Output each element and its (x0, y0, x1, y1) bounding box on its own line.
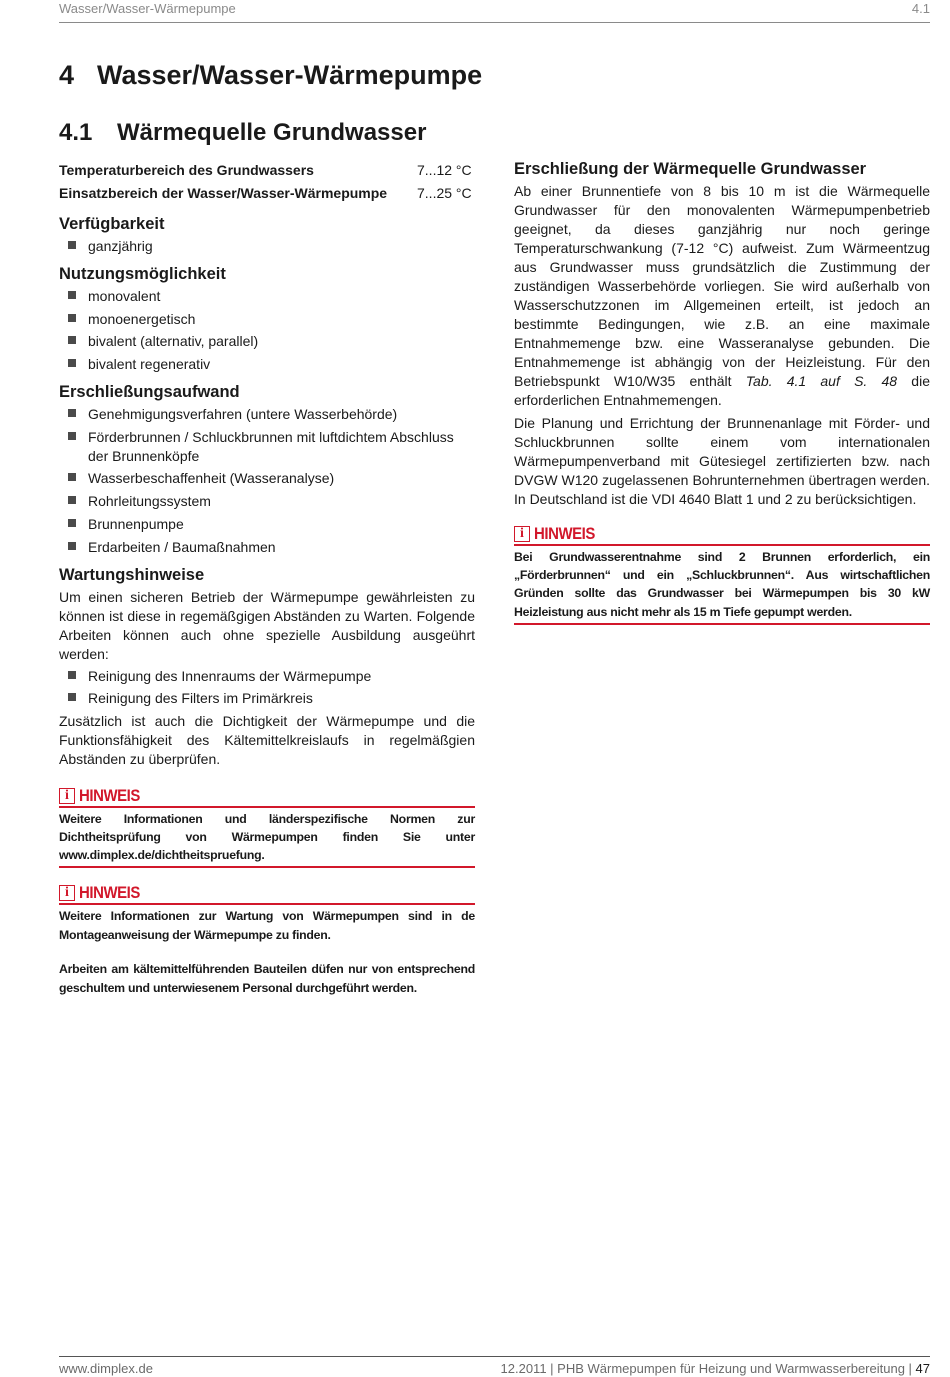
effort-heading: Erschließungsaufwand (59, 383, 240, 402)
bullet-square-icon (68, 336, 76, 344)
list-item: monoenergetisch (59, 310, 475, 329)
usage-heading: Nutzungsmöglichkeit (59, 265, 226, 283)
bullet-square-icon (68, 693, 76, 701)
note-label: HINWEIS (79, 883, 140, 903)
temp-range-value: 7...12 °C (417, 162, 472, 178)
list-item: Rohrleitungssystem (59, 492, 475, 511)
header-title: Wasser/Wasser-Wärmepumpe (59, 1, 236, 16)
right-column (514, 160, 930, 625)
list-item: monovalent (59, 287, 475, 306)
bullet-square-icon (68, 359, 76, 367)
list-item: Reinigung des Innenraums der Wärmepumpe (59, 667, 475, 686)
operating-range-value: 7...25 °C (417, 185, 472, 201)
note-header (59, 883, 475, 905)
list-item: Förderbrunnen / Schluckbrunnen mit luftdichtem Abschluss der Brunnenköpfe (59, 428, 475, 466)
note-header (514, 524, 930, 546)
bullet-square-icon (68, 473, 76, 481)
section-number: 4.1 (59, 119, 93, 146)
bullet-square-icon (68, 409, 76, 417)
list-item: Brunnenpumpe (59, 515, 475, 534)
availability-list (59, 237, 475, 256)
note-header (59, 786, 475, 808)
footer-publication (501, 1361, 930, 1376)
temp-range-row (59, 160, 475, 183)
chapter-title (59, 60, 482, 91)
note-text: Bei Grundwasserentnahme sind 2 Brunnen erforderlich, ein „Förderbrunnen“ und ein „Schluckbrunnen“. Aus wirtschaftlichen Gründen sollte das Grundwasser bei Wärmepumpen bis 30 kW Heizleistung aus nicht mehr als 15 m Tiefe gepumpt werden. (514, 550, 930, 619)
page-number: 47 (915, 1361, 930, 1376)
list-item: Reinigung des Filters im Primärkreis (59, 689, 475, 708)
bullet-square-icon (68, 241, 76, 249)
bullet-square-icon (68, 291, 76, 299)
usage-list (59, 287, 475, 374)
operating-range-label: Einsatzbereich der Wasser/Wasser-Wärmepumpe (59, 185, 388, 201)
chapter-title-text: Wasser/Wasser-Wärmepumpe (97, 60, 483, 90)
chapter-number: 4 (59, 60, 75, 90)
bullet-square-icon (68, 519, 76, 527)
left-column (59, 160, 475, 997)
maintenance-list (59, 667, 475, 709)
list-item: Erdarbeiten / Baumaßnahmen (59, 538, 475, 557)
list-item: Genehmigungsverfahren (untere Wasserbehörde) (59, 405, 475, 424)
warning-text: Arbeiten am kältemittelführenden Bauteilen düfen nur von entsprechend geschultem und unterwiesenem Personal durchgeführt werden. (59, 961, 475, 995)
footer-publication-text: 12.2011 | PHB Wärmepumpen für Heizung und Warmwasserbereitung | (500, 1361, 916, 1376)
bullet-square-icon (68, 671, 76, 679)
note-label: HINWEIS (79, 785, 140, 805)
section-title-text: Wärmequelle Grundwasser (117, 119, 427, 146)
note-dichtheit (59, 786, 475, 869)
header-divider (59, 22, 930, 23)
development-heading: Erschließung der Wärmequelle Grundwasser (514, 160, 867, 178)
info-icon: i (59, 788, 75, 804)
note-wartung (59, 883, 475, 945)
operating-range-row (59, 183, 475, 206)
bullet-square-icon (68, 496, 76, 504)
maintenance-intro: Um einen sicheren Betrieb der Wärmepumpe gewährleisten zu können ist diese in regemäßgigen Abständen zu Warten. Folgende Arbeiten können auch ohne spezielle Ausbildung ausgeührt werden: (59, 588, 475, 662)
note-label: HINWEIS (534, 524, 595, 543)
note-brunnen (514, 524, 930, 625)
availability-heading: Verfügbarkeit (59, 215, 165, 233)
list-item: bivalent regenerativ (59, 355, 475, 374)
info-icon: i (514, 526, 530, 542)
note-text: Weitere Informationen und länderspezifische Normen zur Dichtheitsprüfung von Wärmepumpen finden Sie unter www.dimplex.de/dichtheitspruefung. (59, 811, 475, 863)
effort-list (59, 405, 475, 556)
maintenance-outro: Zusätzlich ist auch die Dichtigkeit der Wärmepumpe und die Funktionsfähigkeit des Kältemittelkreislaufs in regelmäßgien Abständen zu überprüfen. (59, 712, 475, 767)
list-item: bivalent (alternativ, parallel) (59, 332, 475, 351)
temp-range-label: Temperaturbereich des Grundwassers (59, 162, 314, 178)
section-title (59, 119, 426, 147)
note-text: Weitere Informationen zur Wartung von Wärmepumpen sind in de Montageanweisung der Wärmepumpe zu finden. (59, 909, 475, 942)
list-item: ganzjährig (59, 237, 475, 256)
bullet-square-icon (68, 432, 76, 440)
development-paragraph-2: Die Planung und Errichtung der Brunnenanlage mit Förder- und Schluckbrunnen sollte einem vom internationalen Wärmepumpenverband mit Gütesiegel zertifizierten bzw. nach DVGW W120 zugelassenen Bohrunternehmen übertragen werden. In Deutschland ist die VDI 4640 Blatt 1 und 2 zu berücksichtigen. (514, 415, 930, 507)
header-section-number: 4.1 (911, 1, 930, 16)
maintenance-heading: Wartungshinweise (59, 565, 205, 584)
bullet-square-icon (68, 314, 76, 322)
list-item: Wasserbeschaffenheit (Wasseranalyse) (59, 469, 475, 488)
bullet-square-icon (68, 542, 76, 550)
development-paragraph-1: Ab einer Brunnentiefe von 8 bis 10 m ist die Wärmequelle Grundwasser für den monovalenten Wärmepumpenbetrieb geeignet, da dieses ganzjährig nur noch geringe Temperaturschwankung (7-12 °C) aufweist. Zum Wärmeentzug aus Grundwasser muss grundsätzlich die Zustimmung der zuständigen Wasserbehörde vorliegen. Sie wird außerhalb von Wasserschutzzonen im Allgemeinen erteilt, ist jedoch an bestimmte Bedingungen, wie z.B. an eine maximale Entnahmemenge bzw. eine Wasseranalyse gebunden. Die Entnahmemenge ist abhängig von der Heizleistung. Für den Betriebspunkt W10/W35 enthält Tab. 4.1 auf S. 48 die erforderlichen Entnahmemengen. (514, 183, 930, 408)
footer-website-link[interactable]: www.dimplex.de (59, 1361, 153, 1376)
footer-divider (59, 1356, 930, 1357)
info-icon: i (59, 885, 75, 901)
table-reference-link[interactable]: Tab. 4.1 auf S. 48 (745, 373, 898, 389)
